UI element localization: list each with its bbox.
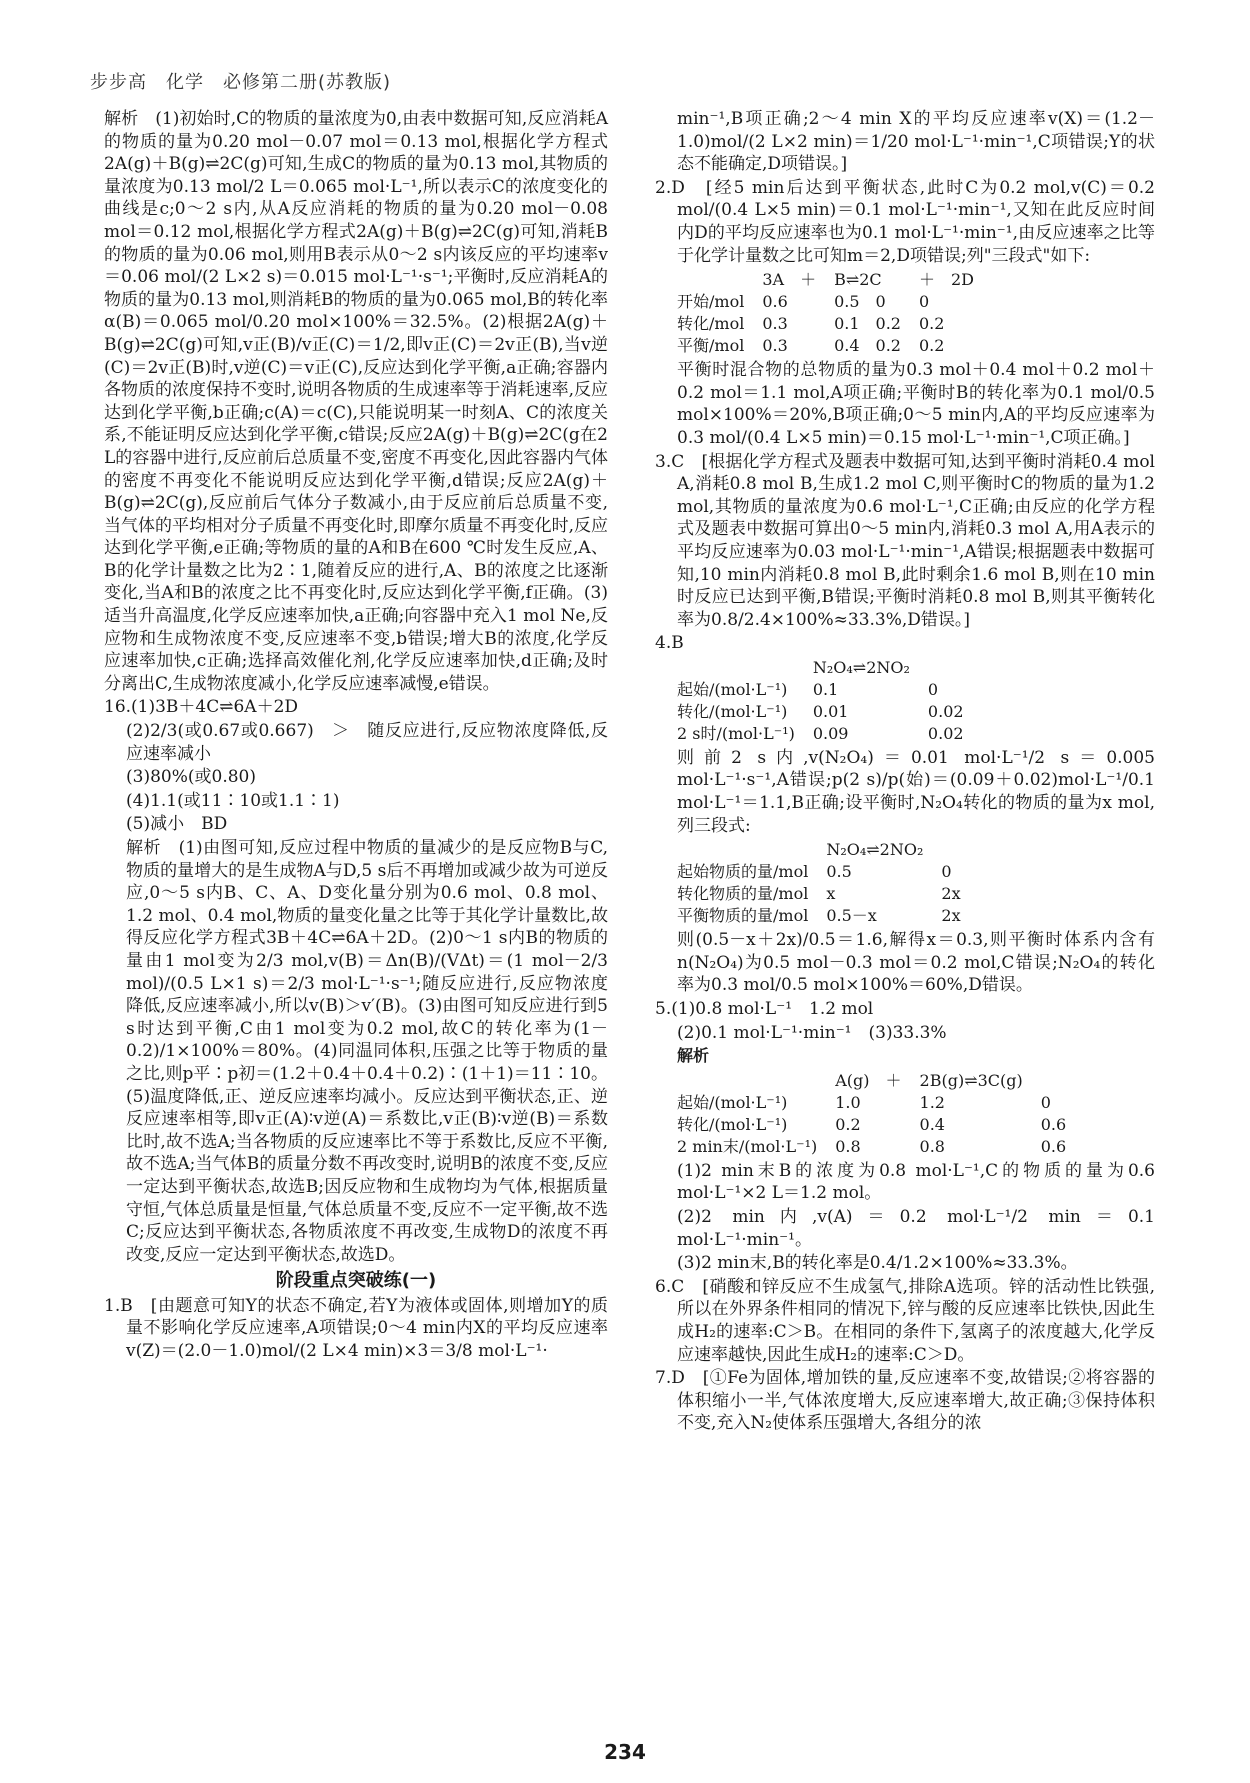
table-cell: 0.6 bbox=[1040, 1114, 1067, 1134]
table-cell: 0.2 bbox=[918, 314, 945, 334]
section-title: 阶段重点突破练(一) bbox=[275, 1270, 437, 1292]
table-cell: ＋ 2D bbox=[918, 270, 974, 290]
table-cell: 0.4 0.2 bbox=[834, 336, 901, 356]
answer-16-1: 16.(1)3B＋4C⇌6A＋2D bbox=[104, 697, 299, 718]
answer-4-end: 则(0.5－x＋2x)/0.5＝1.6,解得x＝0.3,则平衡时体系内含有n(N₂O₄)为0.5 mol－0.3 mol＝0.2 mol,C错误;N₂O₄的转化率为0.3 mol/0.5 mol×100%＝60%,D错误。 bbox=[677, 930, 1155, 996]
answer-2: 2.D [经5 min后达到平衡状态,此时C为0.2 mol,v(C)＝0.2 mol/(0.4 L×5 min)＝0.1 mol·L⁻¹·min⁻¹,又知在此反应时间内D的平均反应速率也为0.1 mol·L⁻¹·min⁻¹,由反应速率之比等于化学计量数之比可知m＝2,D项错误;列"三段式"如下: bbox=[655, 177, 1155, 266]
table-cell: 转化/(mol·L⁻¹) bbox=[677, 701, 788, 721]
table-cell: 0.1 0.2 bbox=[834, 314, 901, 334]
answer-5-2: (2)0.1 mol·L⁻¹·min⁻¹ (3)33.3% bbox=[677, 1022, 947, 1043]
answer-3: 3.C [根据化学方程式及题表中数据可知,达到平衡时消耗0.4 mol A,消耗0.8 mol B,生成1.2 mol C,则平衡时C的物质的量为1.2 mol,其物质的量浓度为0.6 mol·L⁻¹,C正确;由反应的化学方程式及题表中数据可算出0～5 min内,消耗0.3 mol A,用A表示的平均反应速率为0.03 mol·L⁻¹·min⁻¹,A错误;根据题表中数据可知,10 min内消耗0.8 mol B,此时剩余1.6 mol B,则在10 min时反应已达到平衡,B错误;平衡时消耗0.8 mol B,则其平衡转化率为0.8/2.4×100%≈33.3%,D错误。] bbox=[655, 451, 1155, 630]
table-cell: 2 s时/(mol·L⁻¹) bbox=[677, 723, 795, 743]
table-cell: 0.3 bbox=[762, 314, 788, 334]
table-cell: B⇌2C bbox=[834, 270, 882, 290]
table-cell: 0.5 bbox=[826, 862, 852, 882]
answer-4-cont: 则前2 s内,v(N₂O₄)＝0.01 mol·L⁻¹/2 s＝0.005 mol·L⁻¹·s⁻¹,A错误;p(2 s)/p(始)＝(0.09＋0.02)mol·L⁻¹/0.1 mol·L⁻¹＝1.1,B正确;设平衡时,N₂O₄转化的物质的量为x mol,列三段式: bbox=[677, 747, 1155, 836]
right-column bbox=[655, 108, 1155, 1436]
three-stage-table-2 bbox=[677, 269, 992, 357]
table-cell: 0.01 bbox=[812, 701, 849, 721]
answer-2-cont: 平衡时混合物的总物质的量为0.3 mol＋0.4 mol＋0.2 mol＋0.2 mol＝1.1 mol,A项正确;平衡时B的转化率为0.1 mol/0.5 mol×100%＝20%,B项正确;0～5 min内,A的平均反应速率为0.3 mol/(0.4 L×5 min)＝0.15 mol·L⁻¹·min⁻¹,C项正确。] bbox=[677, 360, 1155, 448]
table-cell bbox=[677, 839, 826, 861]
table-cell: 0 bbox=[927, 679, 939, 699]
table-cell bbox=[677, 269, 762, 291]
running-header: 步步高 化学 必修第二册(苏教版) bbox=[90, 72, 392, 93]
page-number: 234 bbox=[604, 1740, 646, 1764]
table-cell: 0.3 bbox=[762, 336, 788, 356]
table-cell: 0.09 bbox=[812, 723, 849, 743]
table-cell: 0.02 bbox=[927, 723, 964, 743]
table-cell: 0.02 bbox=[927, 701, 964, 721]
table-cell: 起始/(mol·L⁻¹) bbox=[677, 1092, 788, 1112]
table-cell: 0 bbox=[941, 862, 952, 882]
answer-16-2: (2)2/3(或0.67或0.667) ＞ 随反应进行,反应物浓度降低,反应速率减小 bbox=[126, 721, 608, 764]
table-cell: 0.5－x bbox=[826, 906, 877, 926]
table-cell: N₂O₄⇌2NO₂ bbox=[812, 657, 910, 677]
table-cell: 0 bbox=[1040, 1092, 1051, 1112]
table-cell: 0.6 bbox=[762, 292, 788, 312]
table-cell: 起始/(mol·L⁻¹) bbox=[677, 679, 788, 699]
analysis-5-2: (2)2 min内,v(A)＝0.2 mol·L⁻¹/2 min＝0.1 mol·L⁻¹·min⁻¹。 bbox=[677, 1207, 1155, 1250]
table-cell: 0.5 0 bbox=[834, 292, 886, 312]
table-cell: 1.0 bbox=[835, 1092, 861, 1112]
table-cell: 0.6 bbox=[1040, 1136, 1067, 1156]
table-cell: 2B(g)⇌3C(g) bbox=[919, 1070, 1023, 1090]
analysis-5-3: (3)2 min末,B的转化率是0.4/1.2×100%≈33.3%。 bbox=[677, 1253, 1078, 1274]
analysis-16: 解析 (1)由图可知,反应过程中物质的量减少的是反应物B与C,物质的量增大的是生成物A与D,5 s后不再增加或减少故为可逆反应,0～5 s内B、C、A、D变化量分别为0.6 mol、0.8 mol、1.2 mol、0.4 mol,物质的量变化量之比等于其化学计量数比,故得反应化学方程式3B＋4C⇌6A＋2D。(2)0～1 s内B的物质的量由1 mol变为2/3 mol,v(B)＝Δn(B)/(VΔt)＝(1 mol－2/3 mol)/(0.5 L×1 s)＝2/3 mol·L⁻¹·s⁻¹;随反应进行,反应物浓度降低,反应速率减小,所以v(B)＞v′(B)。(3)由图可知反应进行到5 s时达到平衡,C由1 mol变为0.2 mol,故C的转化率为(1－0.2)/1×100%＝80%。(4)同温同体积,压强之比等于物质的量之比,则p平∶p初＝(1.2＋0.4＋0.4＋0.2)∶(1＋1)＝11∶10。(5)温度降低,正、逆反应速率均减小。反应达到平衡状态,正、逆反应速率相等,即v正(A)∶v逆(A)＝系数比,v正(B)∶v逆(B)＝系数比时,故不选A;当各物质的反应速率比不等于系数比,反应不平衡,故不选A;当气体B的质量分数不再改变时,说明B的浓度不变,反应一定达到平衡状态,故选B;因反应物和生成物均为气体,根据质量守恒,气体总质量是恒量,气体总质量不变,反应不一定平衡,故不选C;反应达到平衡状态,各物质浓度不再改变,生成物D的浓度不再改变,反应一定达到平衡状态,故选D。 bbox=[126, 838, 608, 1265]
table-cell: 0.1 bbox=[812, 679, 839, 699]
table-cell: 0.4 bbox=[919, 1114, 945, 1134]
table-cell: 0.2 bbox=[835, 1114, 861, 1134]
table-cell bbox=[1041, 1070, 1084, 1092]
answer-4: 4.B bbox=[655, 633, 684, 654]
table-cell: A(g) ＋ bbox=[835, 1070, 902, 1090]
table-cell bbox=[928, 657, 982, 679]
table-cell: 1.2 bbox=[919, 1092, 945, 1112]
table-cell: 2x bbox=[941, 906, 961, 926]
analysis-5-1: (1)2 min末B的浓度为0.8 mol·L⁻¹,C的物质的量为0.6 mol·L⁻¹×2 L＝1.2 mol。 bbox=[677, 1160, 1155, 1204]
answer-7: 7.D [①Fe为固体,增加铁的量,反应速率不变,故错误;②将容器的体积缩小一半,气体浓度增大,反应速率增大,故正确;③保持体积不变,充入N₂使体系压强增大,各组分的浓 bbox=[655, 1368, 1155, 1434]
answer-5-1: 5.(1)0.8 mol·L⁻¹ 1.2 mol bbox=[655, 999, 874, 1020]
table-cell: 平衡/mol bbox=[677, 336, 745, 356]
table-cell: 平衡物质的量/mol bbox=[677, 906, 809, 926]
table-cell: 2 min末/(mol·L⁻¹) bbox=[677, 1136, 818, 1156]
table-cell: 起始物质的量/mol bbox=[677, 862, 809, 882]
table-cell: 转化/mol bbox=[677, 314, 745, 334]
analysis-15: 解析 (1)初始时,C的物质的量浓度为0,由表中数据可知,反应消耗A的物质的量为0.20 mol－0.07 mol＝0.13 mol,根据化学方程式2A(g)＋B(g)⇌2C(g)可知,生成C的物质的量为0.13 mol,其物质的量浓度为0.13 mol/2 L＝0.065 mol·L⁻¹,所以表示C的浓度变化的曲线是c;0～2 s内,从A反应消耗的物质的量为0.20 mol－0.08 mol＝0.12 mol,根据化学方程式2A(g)＋B(g)⇌2C(g)可知,消耗B的物质的量为0.06 mol,则用B表示从0～2 s内该反应的平均速率v＝0.06 mol/(2 L×2 s)＝0.015 mol·L⁻¹·s⁻¹;平衡时,反应消耗A的物质的量为0.13 mol,则消耗B的物质的量为0.065 mol,B的转化率α(B)＝0.065 mol/0.20 mol×100%＝32.5%。(2)根据2A(g)＋B(g)⇌2C(g)可知,v正(B)/v正(C)＝1/2,即v正(C)＝2v正(B),当v逆(C)＝2v正(B)时,v逆(C)＝v正(C),反应达到化学平衡,a正确;容器内各物质的浓度保持不变时,说明各物质的生成速率等于消耗速率,反应达到化学平衡,b正确;c(A)＝c(C),只能说明某一时刻A、C的浓度关系,不能证明反应达到化学平衡,c错误;反应2A(g)＋B(g)⇌2C(g在2 L的容器中进行,反应前后总质量不变,密度不再变化,因此容器内气体的密度不再变化不能说明反应达到化学平衡,d错误;反应2A(g)＋B(g)⇌2C(g),反应前后气体分子数减小,由于反应前后总质量不变,当气体的平均相对分子质量不再变化时,即摩尔质量不再变化时,反应达到化学平衡,e正确;等物质的量的A和B在600 ℃时发生反应,A、B的化学计量数之比为2∶1,随着反应的进行,A、B的浓度之比逐渐变化,当A和B的浓度之比不再变化时,反应达到化学平衡,f正确。(3)适当升高温度,化学反应速率加快,a正确;向容器中充入1 mol Ne,反应物和生成物浓度不变,反应速率不变,b错误;增大B的浓度,化学反应速率加快,c正确;选择高效催化剂,化学反应速率加快,d正确;及时分离出C,生成物浓度减小,化学反应速率减慢,e错误。 bbox=[104, 109, 608, 694]
answer-1-cont: min⁻¹,B项正确;2～4 min X的平均反应速率v(X)＝(1.2－1.0)mol/(2 L×2 min)＝1/20 mol·L⁻¹·min⁻¹,C项错误;Y的状态不能确定,D项错误。] bbox=[677, 109, 1155, 175]
table-cell: 转化物质的量/mol bbox=[677, 884, 809, 904]
analysis-5-label: 解析 bbox=[677, 1046, 710, 1066]
table-cell: 开始/mol bbox=[677, 292, 745, 312]
table-cell: 转化/(mol·L⁻¹) bbox=[677, 1114, 788, 1134]
table-cell bbox=[677, 1070, 835, 1092]
three-stage-table-4b bbox=[677, 839, 979, 927]
answer-1: 1.B [由题意可知Y的状态不确定,若Y为液体或固体,则增加Y的质量不影响化学反应速率,A项错误;0～4 min内X的平均反应速率v(Z)＝(2.0－1.0)mol/(2 L×4 min)×3＝3/8 mol·L⁻¹· bbox=[104, 1295, 608, 1362]
table-cell: 2x bbox=[941, 884, 961, 904]
table-cell: 0.2 bbox=[918, 336, 945, 356]
table-cell bbox=[677, 657, 813, 679]
table-cell: N₂O₄⇌2NO₂ bbox=[826, 840, 924, 860]
table-cell: 0.8 bbox=[835, 1136, 861, 1156]
table-cell: 0 bbox=[918, 292, 930, 312]
answer-16-3: (3)80%(或0.80) bbox=[126, 767, 256, 788]
table-cell: 3A ＋ bbox=[762, 270, 817, 290]
table-cell: x bbox=[826, 884, 836, 904]
left-column bbox=[104, 108, 608, 1364]
three-stage-table-4a bbox=[677, 657, 982, 745]
table-cell: 0.8 bbox=[919, 1136, 945, 1156]
answer-6: 6.C [硝酸和锌反应不生成氢气,排除A选项。锌的活动性比铁强,所以在外界条件相同的情况下,锌与酸的反应速率比铁快,因此生成H₂的速率:C＞B。在相同的条件下,氢离子的浓度越大,化学反应速率越快,因此生成H₂的速率:C＞D。 bbox=[655, 1276, 1155, 1365]
answer-16-5: (5)减小 BD bbox=[126, 814, 228, 835]
answer-16-4: (4)1.1(或11∶10或1.1∶1) bbox=[126, 790, 340, 811]
three-stage-table-5 bbox=[677, 1070, 1084, 1158]
table-cell bbox=[941, 839, 978, 861]
